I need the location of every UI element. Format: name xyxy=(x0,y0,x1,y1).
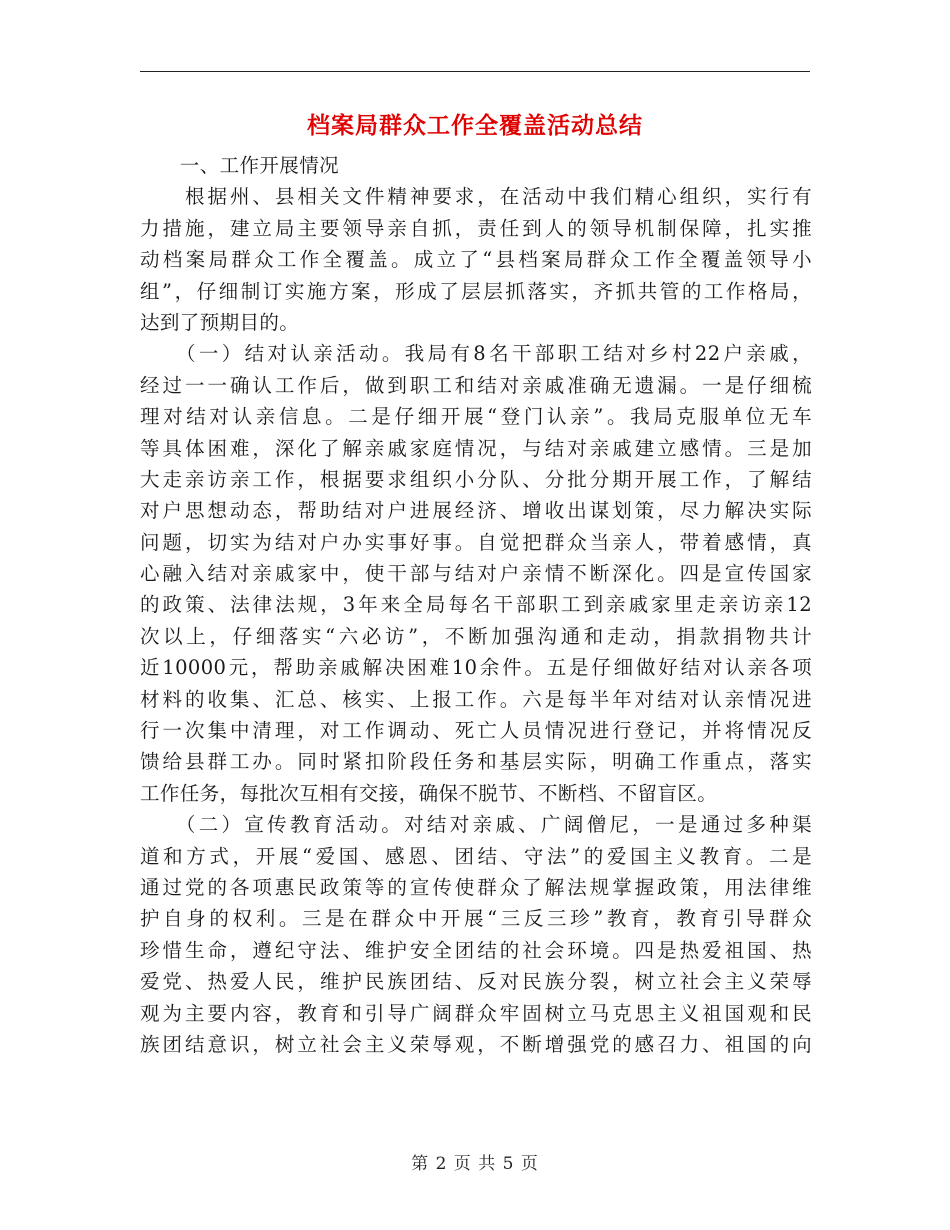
body-line: 道和方式，开展“爱国、感恩、团结、守法”的爱国主义教育。二是 xyxy=(140,844,812,868)
body-line: 达到了预期目的。 xyxy=(140,310,300,334)
body-line: 族团结意识，树立社会主义荣辱观，不断增强党的感召力、祖国的向 xyxy=(140,1032,812,1056)
body-line: 次以上，仔细落实“六必访”，不断加强沟通和走动，捐款捐物共计 xyxy=(140,624,812,648)
body-line: 力措施，建立局主要领导亲自抓，责任到人的领导机制保障，扎实推 xyxy=(140,216,812,240)
body-line: 组”，仔细制订实施方案，形成了层层抓落实，齐抓共管的工作格局， xyxy=(140,279,812,303)
body-line: 大走亲访亲工作，根据要求组织小分队、分批分期开展工作，了解结 xyxy=(140,467,812,491)
body-line: 的政策、法律法规，3年来全局每名干部职工到亲戚家里走亲访亲12 xyxy=(140,593,812,617)
body-line: 护自身的权利。三是在群众中开展“三反三珍”教育，教育引导群众 xyxy=(140,907,812,931)
body-line: 根据州、县相关文件精神要求，在活动中我们精心组织，实行有 xyxy=(140,185,812,209)
page-footer: 第 2 页 共 5 页 xyxy=(411,1154,539,1174)
body-line: 珍惜生命，遵纪守法、维护安全团结的社会环境。四是热爱祖国、热 xyxy=(140,938,812,962)
body-line: （一）结对认亲活动。我局有8名干部职工结对乡村22户亲戚， xyxy=(140,342,812,366)
body-line: 行一次集中清理，对工作调动、死亡人员情况进行登记，并将情况反 xyxy=(140,719,812,743)
body-line: 心融入结对亲戚家中，使干部与结对户亲情不断深化。四是宣传国家 xyxy=(140,562,812,586)
body-line: 爱党、热爱人民，维护民族团结、反对民族分裂，树立社会主义荣辱 xyxy=(140,970,812,994)
body-line: 动档案局群众工作全覆盖。成立了“县档案局群众工作全覆盖领导小 xyxy=(140,248,812,272)
body-line: 馈给县群工办。同时紧扣阶段任务和基层实际，明确工作重点，落实 xyxy=(140,750,812,774)
body-line: 通过党的各项惠民政策等的宣传使群众了解法规掌握政策，用法律维 xyxy=(140,875,812,899)
body-line: （二）宣传教育活动。对结对亲戚、广阔僧尼，一是通过多种渠 xyxy=(140,813,812,837)
document-body xyxy=(140,150,812,1060)
body-line: 近10000元，帮助亲戚解决困难10余件。五是仔细做好结对认亲各项 xyxy=(140,656,812,680)
body-line: 一、工作开展情况 xyxy=(140,154,340,177)
body-line: 经过一一确认工作后，做到职工和结对亲戚准确无遗漏。一是仔细梳 xyxy=(140,373,812,397)
body-line: 工作任务，每批次互相有交接，确保不脱节、不断档、不留盲区。 xyxy=(140,781,718,805)
body-line: 等具体困难，深化了解亲戚家庭情况，与结对亲戚建立感情。三是加 xyxy=(140,436,812,460)
header-rule xyxy=(140,71,810,72)
body-line: 材料的收集、汇总、核实、上报工作。六是每半年对结对认亲情况进 xyxy=(140,687,812,711)
body-line: 问题，切实为结对户办实事好事。自觉把群众当亲人，带着感情，真 xyxy=(140,530,812,554)
body-line: 观为主要内容，教育和引导广阔群众牢固树立马克思主义祖国观和民 xyxy=(140,1001,812,1025)
body-line: 理对结对认亲信息。二是仔细开展“登门认亲”。我局克服单位无车 xyxy=(140,405,812,429)
document-title: 档案局群众工作全覆盖活动总结 xyxy=(307,112,643,139)
body-line: 对户思想动态，帮助结对户进展经济、增收出谋划策，尽力解决实际 xyxy=(140,499,812,523)
